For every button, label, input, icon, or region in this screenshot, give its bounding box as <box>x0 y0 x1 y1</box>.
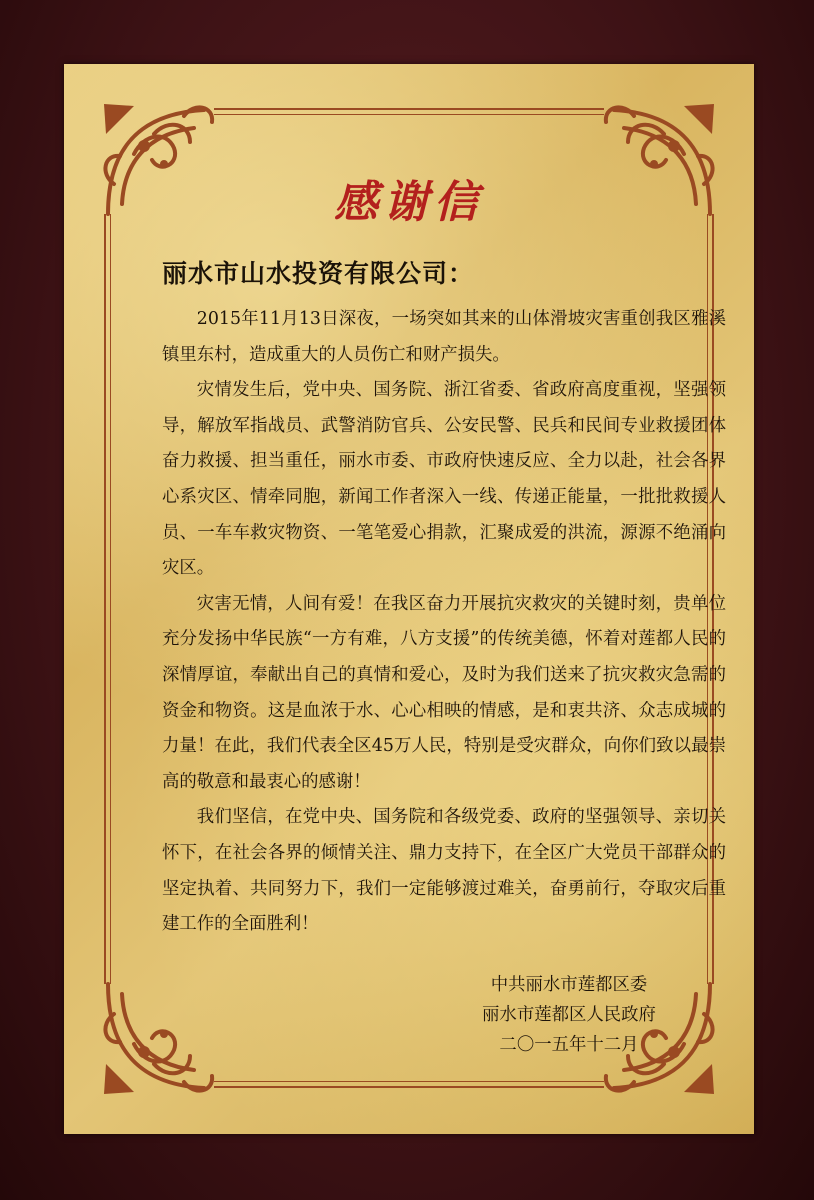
border-bottom-outer <box>214 1086 604 1088</box>
letter-title: 感谢信 <box>334 177 484 228</box>
border-bottom-inner <box>214 1081 604 1082</box>
border-top-inner <box>214 114 604 115</box>
gold-plaque <box>64 64 754 1134</box>
paragraph-4: 我们坚信，在党中央、国务院和各级党委、政府的坚强领导、亲切关怀下，在社会各界的倾情关注、鼎力支持下，在全区广大党员干部群众的坚定执着、共同努力下，我们一定能够渡过难关，奋勇前行，夺取灾后重建工作的全面胜利！ <box>162 807 726 935</box>
border-left-outer <box>104 214 106 984</box>
corner-ornament-bottom-left <box>94 954 244 1104</box>
letter-body <box>162 302 726 943</box>
paragraph-2: 灾情发生后，党中央、国务院、浙江省委、省政府高度重视，坚强领导，解放军指战员、武警消防官兵、公安民警、民兵和民间专业救援团体奋力救援、担当重任，丽水市委、市政府快速反应、全力以赴，社会各界心系灾区、情牵同胞，新闻工作者深入一线、传递正能量，一批批救援人员、一车车救灾物资、一笔笔爱心捐款，汇聚成爱的洪流，源源不绝涌向灾区。 <box>162 380 726 579</box>
signature-org-1: 中共丽水市莲都区委 <box>490 975 648 995</box>
paragraph-3: 灾害无情，人间有爱！在我区奋力开展抗灾救灾的关键时刻，贵单位充分发扬中华民族“一方有难，八方支援”的传统美德，怀着对莲都人民的深情厚谊，奉献出自己的真情和爱心，及时为我们送来了抗灾救灾急需的资金和物资。这是血浓于水、心心相映的情感，是和衷共济、众志成城的力量！在此，我们代表全区45万人民，特别是受灾群众，向你们致以最崇高的敬意和最衷心的感谢！ <box>162 593 726 792</box>
signature-block <box>444 970 694 1060</box>
paragraph-1: 2015年11月13日深夜，一场突如其来的山体滑坡灾害重创我区雅溪镇里东村，造成重大的人员伤亡和财产损失。 <box>162 309 726 365</box>
signature-org-2: 丽水市莲都区人民政府 <box>482 1005 656 1025</box>
border-left-inner <box>110 214 111 984</box>
border-top-outer <box>214 108 604 110</box>
signature-date: 二〇一五年十二月 <box>499 1035 639 1055</box>
letter-addressee: 丽水市山水投资有限公司： <box>162 259 475 288</box>
